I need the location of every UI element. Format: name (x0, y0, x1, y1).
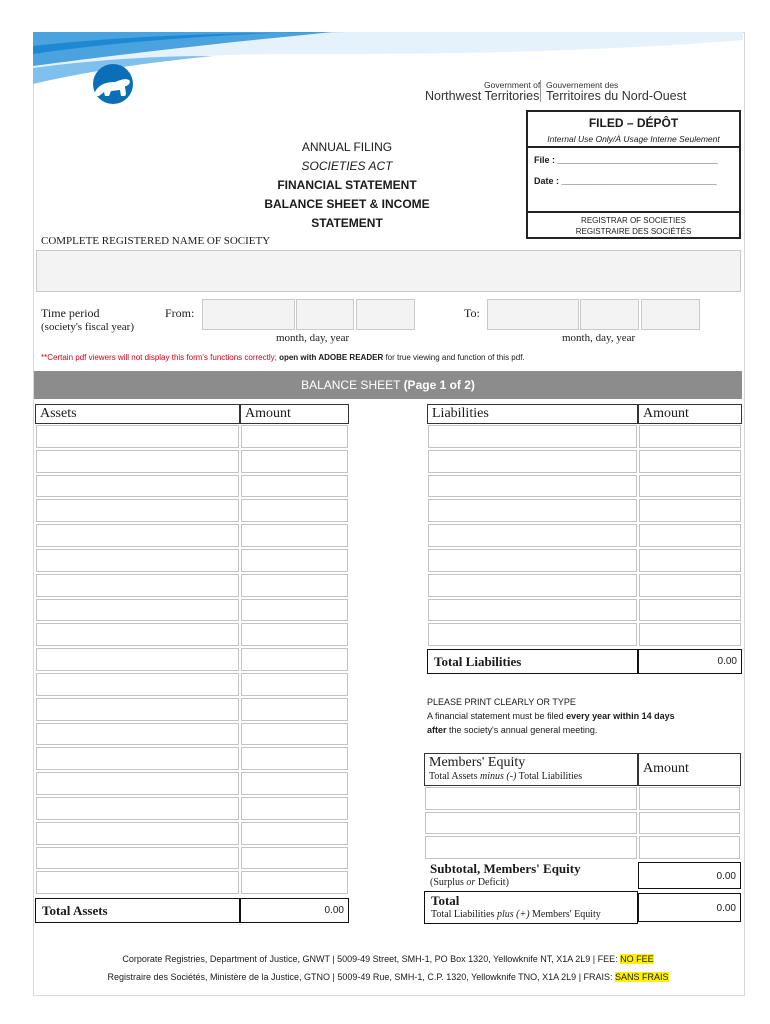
asset-row-amount-input[interactable] (241, 450, 348, 473)
title-block (230, 138, 464, 233)
asset-row-item-input[interactable] (36, 747, 239, 770)
liability-row-item-input[interactable] (428, 475, 637, 498)
filed-title: FILED – DÉPÔT (588, 116, 679, 130)
asset-row-item-input[interactable] (36, 574, 239, 597)
from-month-input[interactable] (202, 299, 295, 330)
pdf-notice (41, 353, 525, 362)
subtotal-equity-value: 0.00 (638, 862, 741, 889)
subtotal-equity-label-box (424, 860, 638, 891)
total-sub-a: Total Liabilities (431, 909, 497, 920)
society-name-input[interactable] (36, 250, 741, 292)
asset-row-amount-input[interactable] (241, 871, 348, 894)
to-year-input[interactable] (641, 299, 700, 330)
equity-header (424, 753, 638, 786)
instructions-line2b: every year within 14 days (566, 711, 675, 721)
asset-row-item-input[interactable] (36, 475, 239, 498)
from-year-input[interactable] (356, 299, 415, 330)
asset-row-item-input[interactable] (36, 822, 239, 845)
liability-row-item-input[interactable] (428, 450, 637, 473)
asset-row-amount-input[interactable] (241, 599, 348, 622)
footer-line2: Registraire des Sociétés, Ministère de la Justice, GTNO | 5009-49 Rue, SMH-1, C.P. 1320, Yellowknife TNO, X1A 2L9 | FRAIS: (107, 972, 616, 982)
time-period-sublabel: (society's fiscal year) (41, 321, 134, 333)
title-financial-statement: FINANCIAL STATEMENT (277, 178, 417, 192)
gov-en-line1: Government of (484, 80, 541, 90)
pdf-notice-rest: for true viewing and function of this pdf. (383, 353, 525, 362)
subtotal-sub-c: Deficit) (475, 877, 509, 888)
total-equity-label-box (424, 891, 638, 924)
liability-row-amount-input[interactable] (639, 475, 741, 498)
filed-box (526, 110, 741, 239)
equity-row-amount-input[interactable] (639, 812, 740, 835)
asset-row-amount-input[interactable] (241, 549, 348, 572)
society-name-label: COMPLETE REGISTERED NAME OF SOCIETY (41, 235, 271, 247)
polar-bear-icon (85, 62, 141, 106)
footer-fee-fr: SANS FRAIS (615, 972, 669, 982)
total-sub-b: plus (+) (496, 909, 530, 920)
asset-row-amount-input[interactable] (241, 772, 348, 795)
asset-row-item-input[interactable] (36, 499, 239, 522)
equity-sub-c: Total Liabilities (516, 771, 583, 782)
equity-row-item-input[interactable] (425, 836, 637, 859)
liabilities-amount-header: Amount (638, 404, 742, 424)
asset-row-amount-input[interactable] (241, 475, 348, 498)
liability-row-item-input[interactable] (428, 425, 637, 448)
equity-row-item-input[interactable] (425, 812, 637, 835)
filed-date-field[interactable]: Date : _______________________________ (534, 176, 717, 186)
registrar-block (528, 215, 739, 237)
title-societies-act: SOCIETIES ACT (301, 159, 393, 173)
from-day-input[interactable] (296, 299, 354, 330)
asset-row-amount-input[interactable] (241, 698, 348, 721)
gov-fr-line2: Territoires du Nord-Ouest (546, 89, 687, 103)
equity-amount-header: Amount (638, 753, 741, 786)
liability-row-item-input[interactable] (428, 549, 637, 572)
asset-row-amount-input[interactable] (241, 797, 348, 820)
banner-title: BALANCE SHEET (301, 378, 404, 392)
gov-en-line2: Northwest Territories (425, 89, 540, 103)
liability-row-amount-input[interactable] (639, 524, 741, 547)
instructions-line3b: the society's annual general meeting. (446, 725, 598, 735)
from-label: From: (165, 306, 195, 320)
total-equity-label: Total (431, 893, 460, 908)
asset-row-item-input[interactable] (36, 524, 239, 547)
instructions-line3a: after (427, 725, 447, 735)
total-assets-label: Total Assets (35, 898, 240, 923)
footer-fee-en: NO FEE (620, 954, 654, 964)
subtotal-equity-label: Subtotal, Members' Equity (430, 861, 581, 876)
liabilities-header: Liabilities (427, 404, 638, 424)
equity-row-item-input[interactable] (425, 787, 637, 810)
asset-row-amount-input[interactable] (241, 723, 348, 746)
asset-row-amount-input[interactable] (241, 499, 348, 522)
title-annual-filing: ANNUAL FILING (301, 140, 393, 154)
to-month-input[interactable] (487, 299, 579, 330)
asset-row-amount-input[interactable] (241, 847, 348, 870)
assets-amount-header: Amount (240, 404, 349, 424)
asset-row-item-input[interactable] (36, 871, 239, 894)
equity-sub-a: Total Assets (429, 771, 480, 782)
filed-subtitle: Internal Use Only/À Usage Interne Seulement (547, 134, 720, 144)
gov-divider (540, 80, 541, 102)
asset-row-item-input[interactable] (36, 425, 239, 448)
equity-row-amount-input[interactable] (639, 836, 740, 859)
total-equity-value: 0.00 (638, 893, 741, 922)
asset-row-amount-input[interactable] (241, 574, 348, 597)
instructions (427, 695, 737, 737)
total-liabilities-label: Total Liabilities (427, 649, 638, 674)
asset-row-amount-input[interactable] (241, 822, 348, 845)
registrar-en: REGISTRAR OF SOCIETIES (581, 216, 686, 225)
liability-row-item-input[interactable] (428, 524, 637, 547)
liability-row-item-input[interactable] (428, 623, 637, 646)
asset-row-amount-input[interactable] (241, 623, 348, 646)
asset-row-item-input[interactable] (36, 772, 239, 795)
asset-row-amount-input[interactable] (241, 673, 348, 696)
equity-sub-b: minus (-) (479, 771, 517, 782)
filed-file-field[interactable]: File : ________________________________ (534, 155, 718, 165)
asset-row-amount-input[interactable] (241, 524, 348, 547)
pdf-notice-bold: open with ADOBE READER (276, 353, 384, 362)
liability-row-item-input[interactable] (428, 574, 637, 597)
title-balance-sheet: BALANCE SHEET & INCOME STATEMENT (264, 197, 430, 230)
asset-row-item-input[interactable] (36, 623, 239, 646)
registrar-fr: REGISTRAIRE DES SOCIÉTÉS (575, 227, 692, 236)
asset-row-amount-input[interactable] (241, 648, 348, 671)
gov-fr-line1: Gouvernement des (546, 80, 619, 90)
total-assets-value: 0.00 (240, 898, 349, 923)
banner-page: (Page 1 of 2) (403, 378, 475, 392)
asset-row-item-input[interactable] (36, 723, 239, 746)
asset-row-amount-input[interactable] (241, 425, 348, 448)
to-day-input[interactable] (580, 299, 639, 330)
from-hint: month, day, year (276, 332, 350, 344)
to-label: To: (464, 306, 480, 320)
filed-divider-top (526, 146, 741, 148)
liability-row-amount-input[interactable] (639, 574, 741, 597)
to-hint: month, day, year (562, 332, 636, 344)
liability-row-amount-input[interactable] (639, 425, 741, 448)
asset-row-item-input[interactable] (36, 797, 239, 820)
asset-row-item-input[interactable] (36, 599, 239, 622)
asset-row-item-input[interactable] (36, 450, 239, 473)
total-liabilities-value: 0.00 (638, 649, 742, 674)
footer (34, 950, 742, 986)
balance-sheet-banner (34, 371, 742, 399)
liability-row-amount-input[interactable] (639, 450, 741, 473)
time-period-label: Time period (41, 306, 100, 320)
asset-row-amount-input[interactable] (241, 747, 348, 770)
assets-header: Assets (35, 404, 240, 424)
equity-header-label: Members' Equity (429, 755, 526, 770)
equity-row-amount-input[interactable] (639, 787, 740, 810)
instructions-line2a: A financial statement must be filed (427, 711, 567, 721)
liability-row-amount-input[interactable] (639, 499, 741, 522)
footer-line1: Corporate Registries, Department of Justice, GNWT | 5009-49 Street, SMH-1, PO Box 1320, Yellowknife NT, X1A 2L9 | FEE: (122, 954, 621, 964)
asset-row-item-input[interactable] (36, 673, 239, 696)
filed-divider-bottom (526, 211, 741, 213)
asset-row-item-input[interactable] (36, 648, 239, 671)
asset-row-item-input[interactable] (36, 698, 239, 721)
liability-row-amount-input[interactable] (639, 549, 741, 572)
subtotal-sub-a: (Surplus (430, 877, 467, 888)
instructions-line1: PLEASE PRINT CLEARLY OR TYPE (427, 697, 576, 707)
total-sub-c: Members' Equity (529, 909, 601, 920)
subtotal-sub-b: or (466, 877, 476, 888)
liability-row-amount-input[interactable] (639, 599, 741, 622)
liability-row-item-input[interactable] (428, 499, 637, 522)
asset-row-item-input[interactable] (36, 847, 239, 870)
liability-row-item-input[interactable] (428, 599, 637, 622)
pdf-notice-warning: **Certain pdf viewers will not display this form's functions correctly; (41, 353, 277, 362)
liability-row-amount-input[interactable] (639, 623, 741, 646)
asset-row-item-input[interactable] (36, 549, 239, 572)
